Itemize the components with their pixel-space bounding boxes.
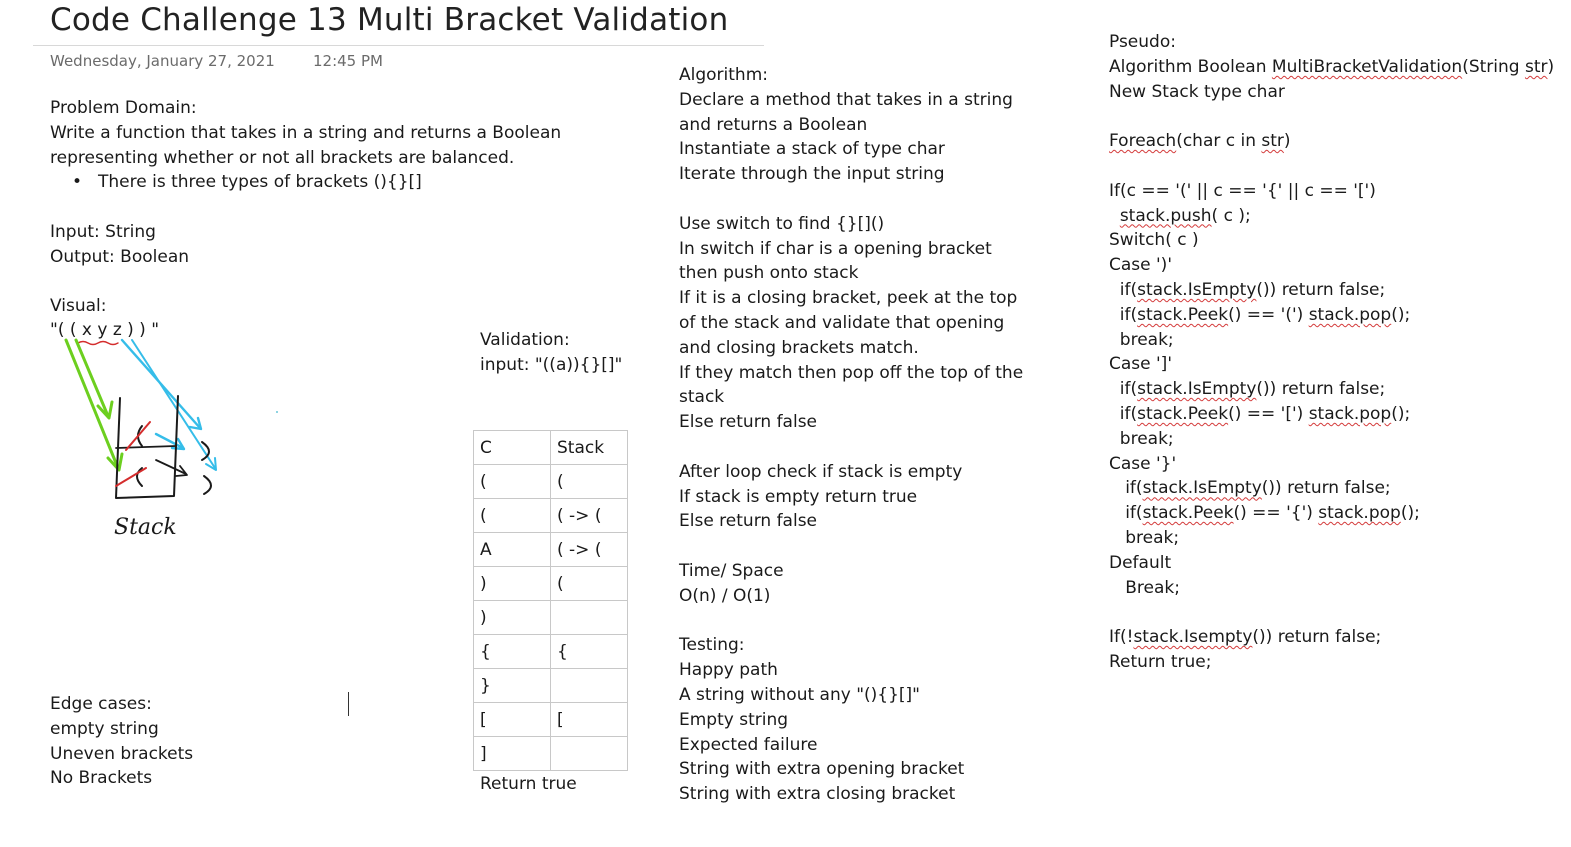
validation-input: input: "((a)){}[]" xyxy=(480,354,623,375)
visual-example: "( ( x y z ) ) " xyxy=(50,320,160,340)
text-cursor xyxy=(348,692,349,716)
algorithm-line: Algorithm: xyxy=(679,65,768,85)
table-cell: ) xyxy=(474,567,551,601)
stack-divider xyxy=(116,446,176,448)
pseudo-line: if(stack.Peek() == '(') stack.pop(); xyxy=(1109,304,1411,325)
table-cell xyxy=(551,669,628,703)
edge-heading: Edge cases: xyxy=(50,694,152,714)
pseudo-line: stack.push( c ); xyxy=(1119,205,1251,226)
page-date: Wednesday, January 27, 2021 xyxy=(50,52,275,70)
table-cell: ( xyxy=(474,465,551,499)
pseudo-line: Foreach(char c in str) xyxy=(1109,131,1291,152)
algorithm-line: Time/ Space xyxy=(679,560,784,581)
table-cell: ( xyxy=(474,499,551,533)
table-cell: [ xyxy=(474,703,551,737)
algorithm-line: String with extra closing bracket xyxy=(679,784,956,805)
table-header-row xyxy=(474,431,628,465)
table-cell: ] xyxy=(474,737,551,771)
algorithm-line: O(n) / O(1) xyxy=(679,585,771,606)
page-title: Code Challenge 13 Multi Bracket Validation xyxy=(50,2,729,38)
validation-result: Return true xyxy=(480,774,577,794)
algorithm-block xyxy=(679,63,1023,807)
table-cell: ( xyxy=(551,465,628,499)
pseudo-line: Case '}' xyxy=(1109,453,1177,474)
table-row xyxy=(474,465,628,499)
table-cell: ( -> ( xyxy=(551,499,628,533)
table-row xyxy=(474,533,628,567)
output-type: Output: Boolean xyxy=(50,246,190,267)
pseudo-line: New Stack type char xyxy=(1109,81,1285,102)
blank-line xyxy=(1109,104,1554,129)
table-cell: ( xyxy=(551,567,628,601)
pseudo-line: Case ')' xyxy=(1109,255,1172,276)
blank-line xyxy=(1109,154,1554,179)
pseudo-line: Pseudo: xyxy=(1109,32,1176,52)
table-cell xyxy=(551,737,628,771)
pseudo-line: Switch( c ) xyxy=(1109,230,1199,251)
pseudo-line: Case ']' xyxy=(1109,354,1172,375)
algorithm-line: A string without any "(){}[]" xyxy=(679,684,921,705)
validation-block xyxy=(480,328,622,378)
problem-bullet: • There is three types of brackets (){}[] xyxy=(50,170,561,195)
pseudo-line: Algorithm Boolean MultiBracketValidation(String str) xyxy=(1109,56,1555,77)
algorithm-line: Else return false xyxy=(679,412,818,433)
table-header: C xyxy=(474,431,551,465)
blank-line xyxy=(1109,600,1554,625)
table-cell: { xyxy=(474,635,551,669)
pop-strike-mark xyxy=(116,468,146,486)
edge-item: Uneven brackets xyxy=(50,743,194,764)
algorithm-line: Instantiate a stack of type char xyxy=(679,139,945,160)
problem-line: Write a function that takes in a string and returns a Boolean xyxy=(50,122,562,143)
table-header: Stack xyxy=(551,431,628,465)
algorithm-line: Expected failure xyxy=(679,734,818,755)
blank-line xyxy=(679,609,1023,634)
table-row xyxy=(474,635,628,669)
pseudo-code-block xyxy=(1109,30,1554,675)
algorithm-line: String with extra opening bracket xyxy=(679,759,965,780)
blank-line xyxy=(679,534,1023,559)
blank-line xyxy=(679,187,1023,212)
table-row xyxy=(474,669,628,703)
edge-item: empty string xyxy=(50,718,159,739)
algorithm-line: If they match then pop off the top of the xyxy=(679,362,1024,383)
table-row xyxy=(474,499,628,533)
algorithm-line: of the stack and validate that opening xyxy=(679,312,1005,333)
stack-sketch xyxy=(40,330,240,545)
blue-arrowhead-icon xyxy=(206,458,216,470)
validation-heading: Validation: xyxy=(480,330,570,350)
visual-heading: Visual: xyxy=(50,296,107,317)
blank-line xyxy=(679,435,1023,460)
algorithm-line: stack xyxy=(679,387,725,408)
page-time: 12:45 PM xyxy=(313,52,383,70)
pseudo-line: Default xyxy=(1109,552,1172,573)
pseudo-line: Return true; xyxy=(1109,651,1212,672)
table-cell: ( -> ( xyxy=(551,533,628,567)
pop-strike-mark xyxy=(126,422,150,450)
table-row xyxy=(474,703,628,737)
stack-trace-table xyxy=(473,430,628,771)
table-cell: [ xyxy=(551,703,628,737)
input-type: Input: String xyxy=(50,221,156,242)
pseudo-line: if(stack.IsEmpty()) return false; xyxy=(1109,279,1386,300)
table-row xyxy=(474,567,628,601)
algorithm-line: If stack is empty return true xyxy=(679,486,918,507)
algorithm-line: and closing brackets match. xyxy=(679,337,919,358)
close-bracket-mark xyxy=(204,476,211,494)
pseudo-line: if(stack.Peek() == '[') stack.pop(); xyxy=(1109,403,1411,424)
pseudo-line: If(!stack.Isempty()) return false; xyxy=(1109,627,1382,648)
table-row xyxy=(474,601,628,635)
table-cell: A xyxy=(474,533,551,567)
edge-cases-block xyxy=(50,692,193,791)
table-row xyxy=(474,737,628,771)
algorithm-line: Testing: xyxy=(679,635,745,656)
spell-squiggle xyxy=(78,342,118,345)
title-divider xyxy=(33,45,764,46)
pseudo-line: if(stack.Peek() == '{') stack.pop(); xyxy=(1109,503,1420,524)
algorithm-line: Empty string xyxy=(679,709,789,730)
stack-caption: Stack xyxy=(114,515,177,540)
pseudo-line: If(c == '(' || c == '{' || c == '[') xyxy=(1109,180,1376,201)
algorithm-line: Iterate through the input string xyxy=(679,164,945,185)
algorithm-line: After loop check if stack is empty xyxy=(679,461,963,482)
problem-heading: Problem Domain: xyxy=(50,98,197,118)
pseudo-line: break; xyxy=(1109,527,1180,548)
pseudo-line: break; xyxy=(1109,428,1174,449)
table-cell: } xyxy=(474,669,551,703)
edge-item: No Brackets xyxy=(50,768,153,789)
algorithm-line: Happy path xyxy=(679,660,778,681)
algorithm-line: and returns a Boolean xyxy=(679,114,868,135)
algorithm-line: Use switch to find {}[]() xyxy=(679,213,885,234)
table-cell: { xyxy=(551,635,628,669)
algorithm-line: Else return false xyxy=(679,511,818,532)
pseudo-line: if(stack.IsEmpty()) return false; xyxy=(1109,478,1391,499)
table-cell xyxy=(551,601,628,635)
stray-dot xyxy=(276,411,278,413)
pseudo-line: break; xyxy=(1109,329,1174,350)
algorithm-line: then push onto stack xyxy=(679,263,859,284)
pseudo-line: Break; xyxy=(1109,577,1180,598)
algorithm-line: Declare a method that takes in a string xyxy=(679,89,1013,110)
table-cell: ) xyxy=(474,601,551,635)
algorithm-line: If it is a closing bracket, peek at the top xyxy=(679,288,1018,309)
pseudo-line: if(stack.IsEmpty()) return false; xyxy=(1109,379,1386,400)
algorithm-line: In switch if char is a opening bracket xyxy=(679,238,992,259)
problem-domain-block xyxy=(50,96,561,319)
problem-line: representing whether or not all brackets are balanced. xyxy=(50,147,515,168)
